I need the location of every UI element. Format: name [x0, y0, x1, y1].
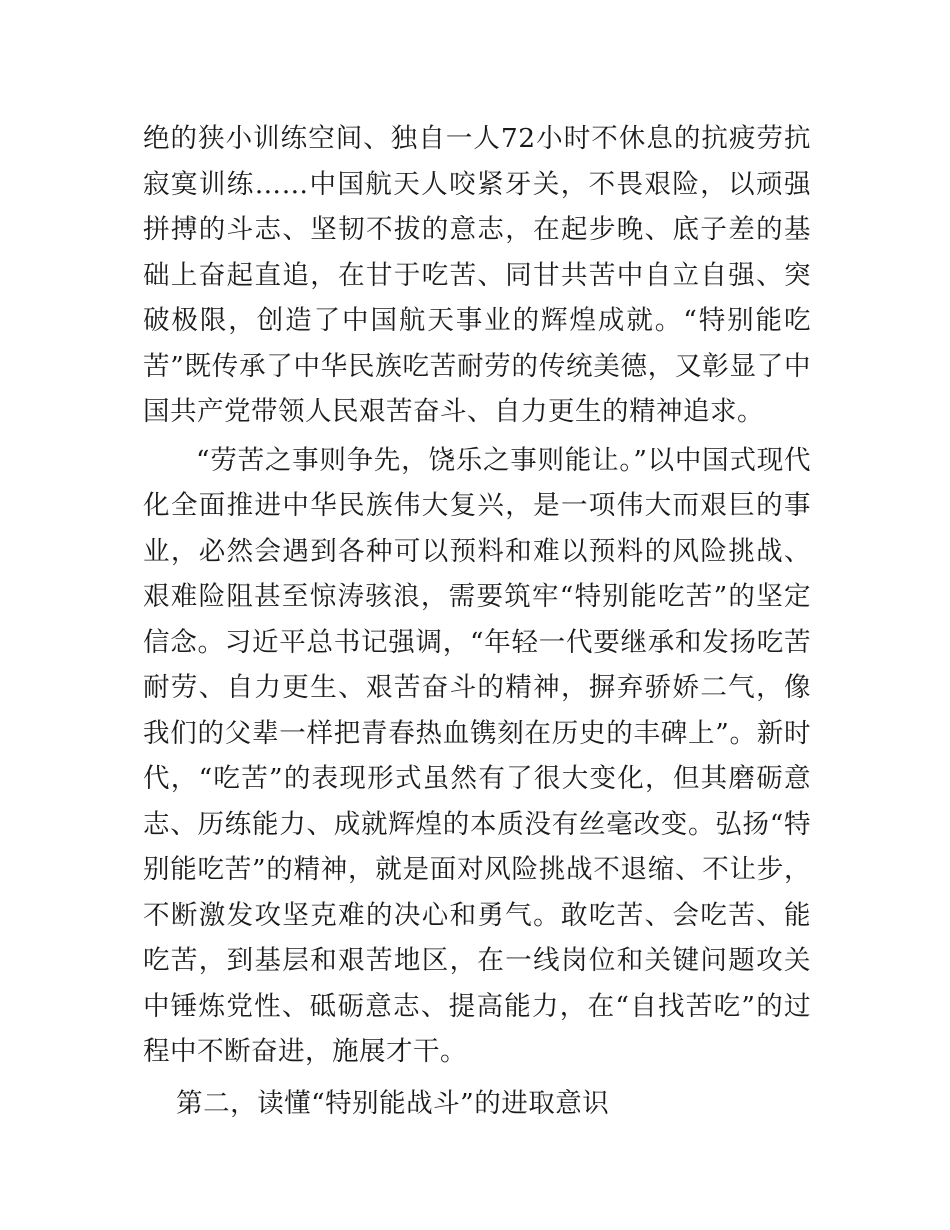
paragraph-body: “劳苦之事则争先，饶乐之事则能让。”以中国式现代化全面推进中华民族伟大复兴，是一项伟大而艰巨的事业，必然会遇到各种可以预料和难以预料的风险挑战、艰难险阻甚至惊涛骇浪，需要筑牢“特别能吃苦”的坚定信念。习近平总书记强调，“年轻一代要继承和发扬吃苦耐劳、自力更生、艰苦奋斗的精神，摒弃骄娇二气，像我们的父辈一样把青春热血镌刻在历史的丰碑上”。新时代，“吃苦”的表现形式虽然有了很大变化，但其磨砺意志、历练能力、成就辉煌的本质没有丝毫改变。弘扬“特别能吃苦”的精神，就是面对风险挑战不退缩、不让步，不断激发攻坚克难的决心和勇气。敢吃苦、会吃苦、能吃苦，到基层和艰苦地区，在一线岗位和关键问题攻关中锤炼党性、砥砺意志、提高能力，在“自找苦吃”的过程中不断奋进，施展才干。	[143, 444, 811, 1067]
section-heading: 第二，读懂“特别能战斗”的进取意识	[176, 1087, 610, 1119]
document-page	[143, 116, 811, 1126]
paragraph-continued: 绝的狭小训练空间、独自一人72小时不休息的抗疲劳抗寂寞训练……中国航天人咬紧牙关，不畏艰险，以顽强拼搏的斗志、坚韧不拔的意志，在起步晚、底子差的基础上奋起直追，在甘于吃苦、同甘共苦中自立自强、突破极限，创造了中国航天事业的辉煌成就。“特别能吃苦”既传承了中华民族吃苦耐劳的传统美德，又彰显了中国共产党带领人民艰苦奋斗、自力更生的精神追求。	[143, 123, 811, 427]
